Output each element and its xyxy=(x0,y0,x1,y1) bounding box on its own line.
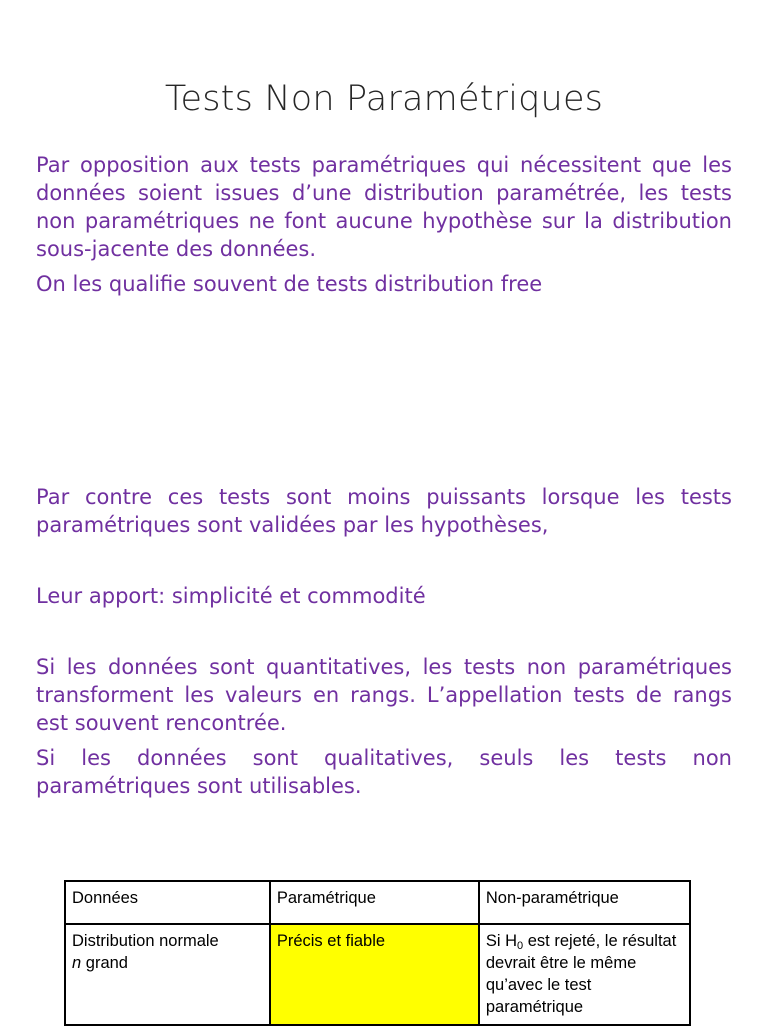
cell-donnees-line1: Distribution normale xyxy=(72,932,219,950)
cell-donnees xyxy=(65,924,270,1025)
paragraph-qualitative-data: Si les données sont qualitatives, seuls les tests non paramétriques sont utilisables. xyxy=(36,746,732,798)
cell-parametrique-highlighted: Précis et fiable xyxy=(270,924,479,1025)
table-row xyxy=(65,924,690,1025)
slide-title: Tests Non Paramétriques xyxy=(164,79,604,119)
comparison-table xyxy=(64,880,691,1026)
cell-np-subscript: 0 xyxy=(517,940,524,952)
cell-np-part2: est rejeté, le résultat devrait être le même qu’avec le test paramétrique xyxy=(485,932,677,1016)
cell-donnees-n: n xyxy=(72,954,82,972)
paragraph-quantitative-data: Si les données sont quantitatives, les tests non paramétriques transforment les valeurs en rangs. L’appellation tests de rangs est souvent rencontrée. xyxy=(36,655,732,735)
header-parametrique: Paramétrique xyxy=(270,881,479,924)
cell-non-parametrique xyxy=(479,924,690,1025)
paragraph-distribution-free: On les qualifie souvent de tests distribution free xyxy=(36,272,543,296)
paragraph-definition: Par opposition aux tests paramétriques qui nécessitent que les données soient issues d’une distribution paramétrée, les tests non paramétriques ne font aucune hypothèse sur la distribution sous-jacente des données. xyxy=(36,153,732,261)
cell-np-part1: Si H xyxy=(485,932,518,950)
header-donnees: Données xyxy=(65,881,270,924)
cell-donnees-line2: grand xyxy=(81,954,128,972)
header-non-parametrique: Non-paramétrique xyxy=(479,881,690,924)
table-header-row xyxy=(65,881,690,924)
paragraph-contribution: Leur apport: simplicité et commodité xyxy=(36,584,426,608)
paragraph-less-powerful: Par contre ces tests sont moins puissants lorsque les tests paramétriques sont validées par les hypothèses, xyxy=(36,485,732,537)
